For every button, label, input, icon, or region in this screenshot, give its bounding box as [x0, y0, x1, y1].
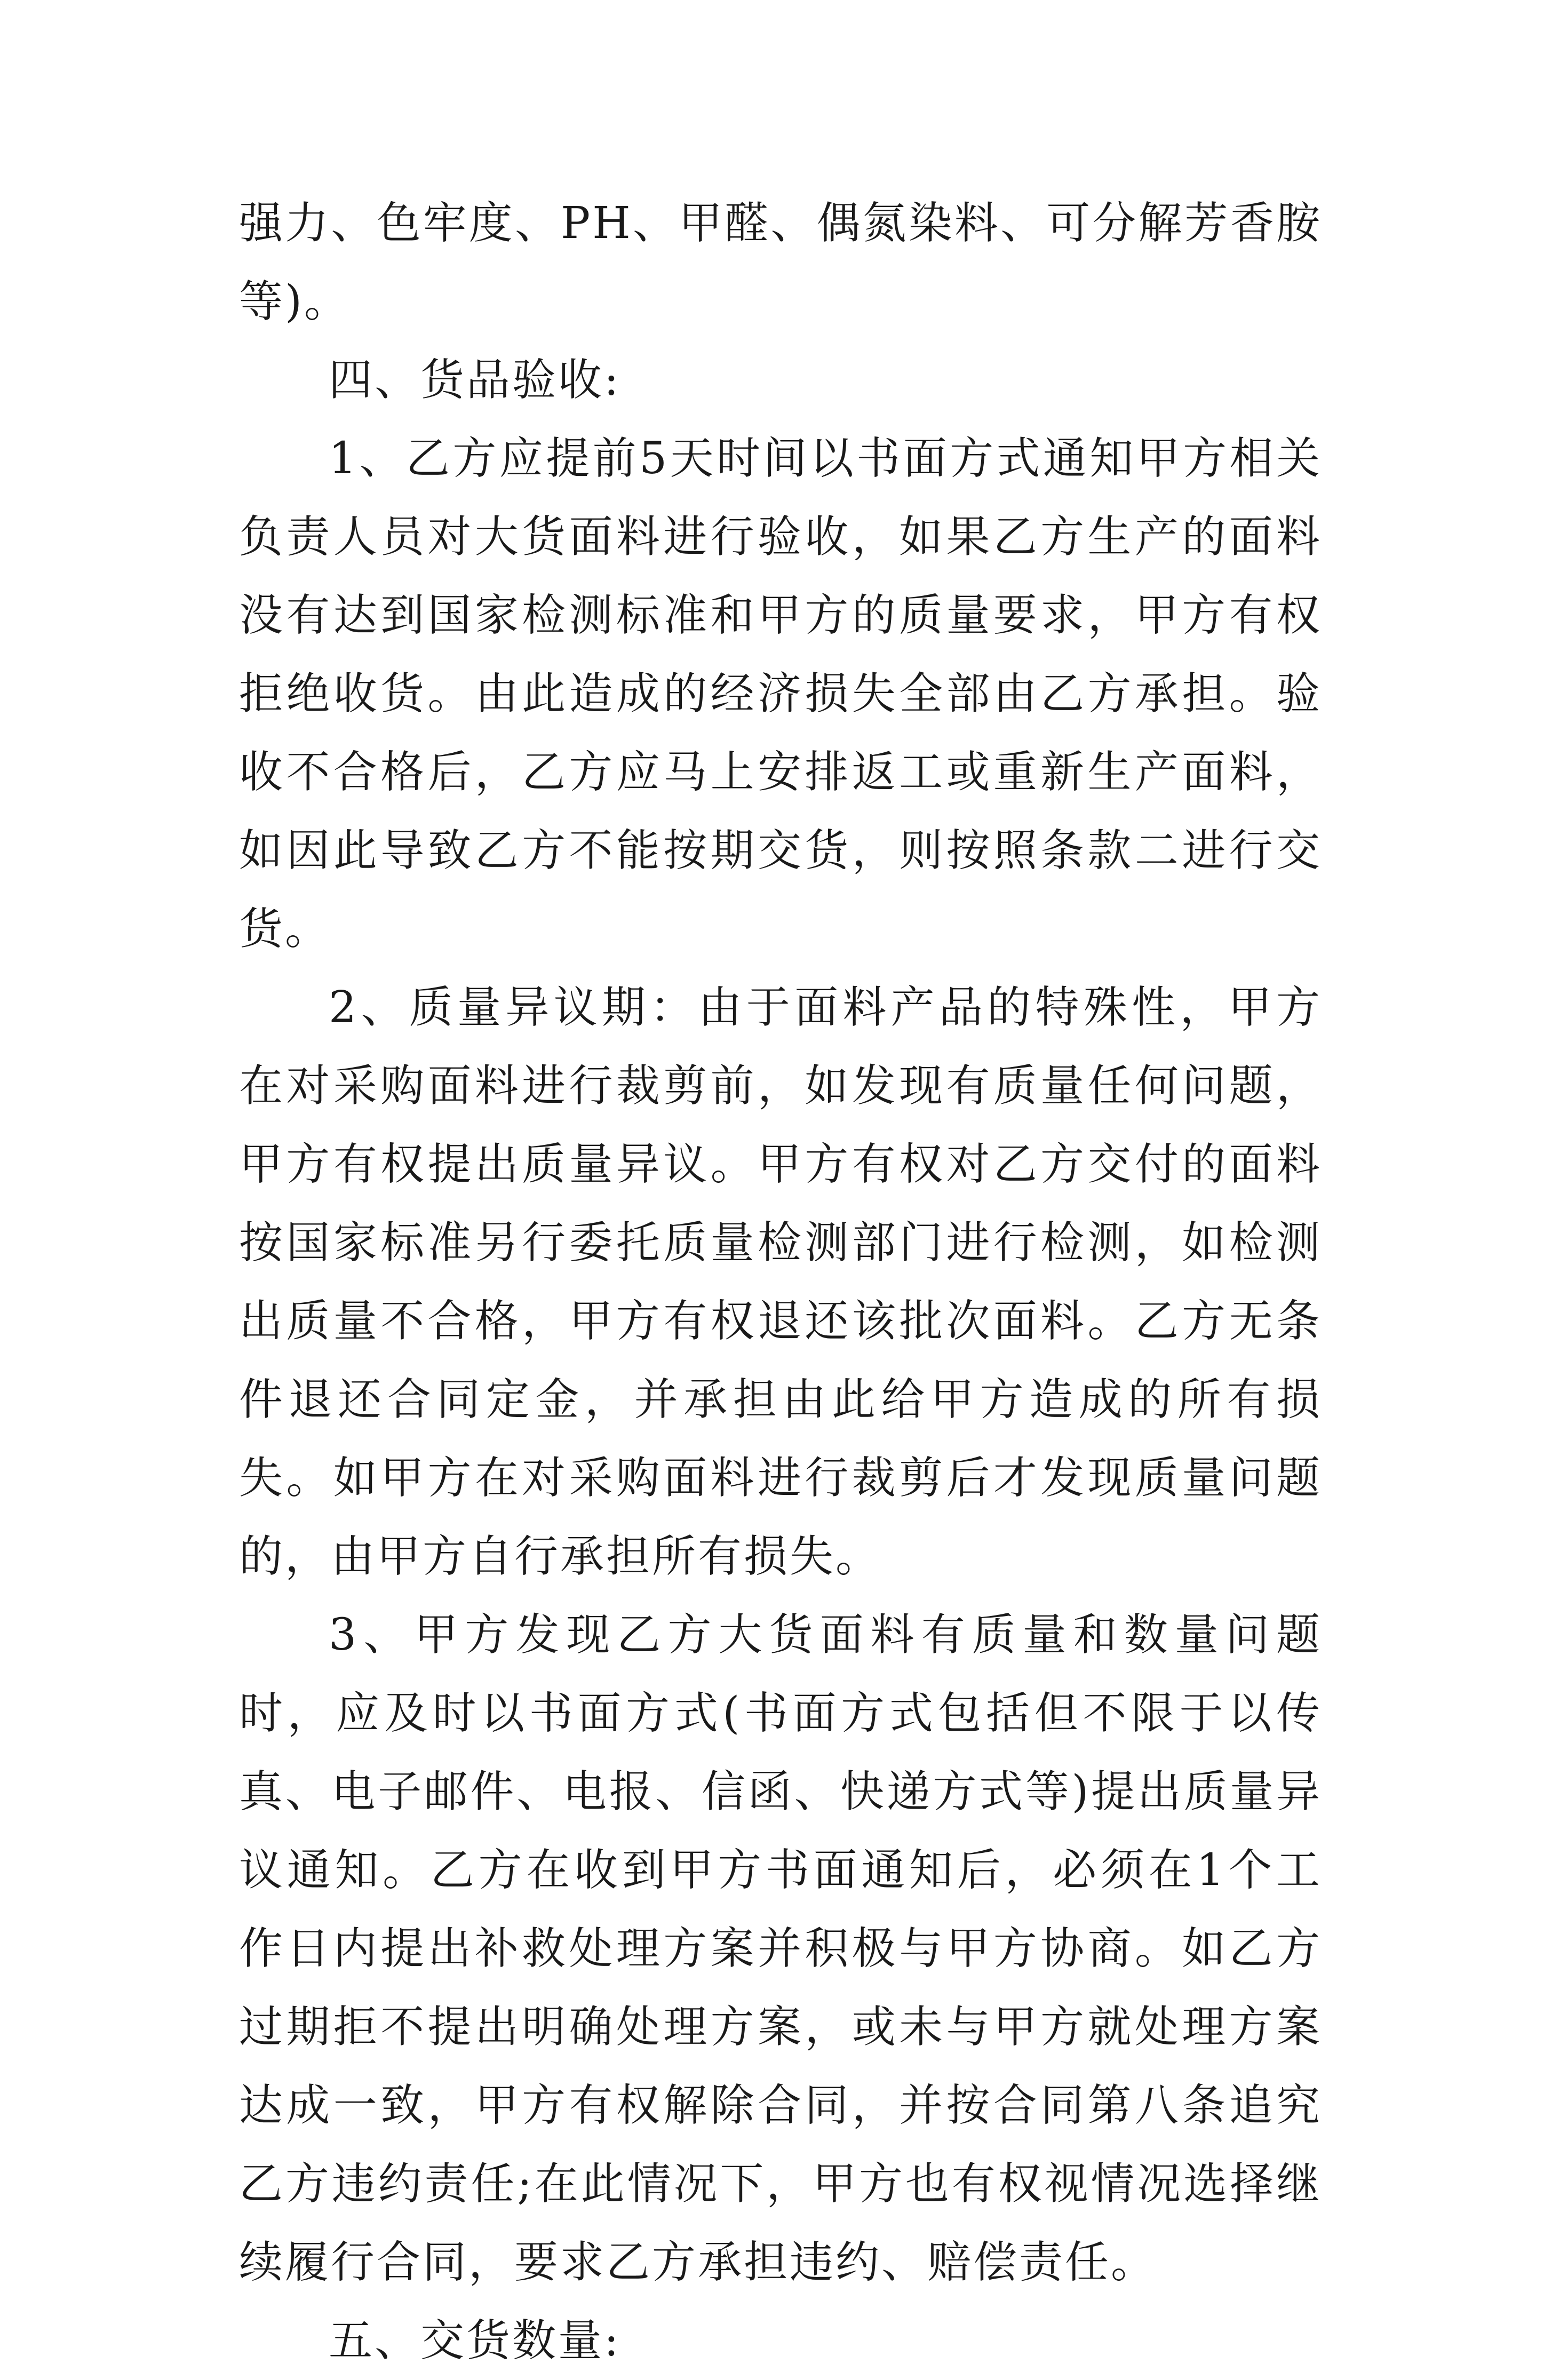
document-body [239, 184, 1322, 2380]
paragraph-clause-1: 1、乙方应提前5天时间以书面方式通知甲方相关负责人员对大货面料进行验收，如果乙方生产的面料没有达到国家检测标准和甲方的质量要求，甲方有权拒绝收货。由此造成的经济损失全部由乙方承担。验收不合格后，乙方应马上安排返工或重新生产面料，如因此导致乙方不能按期交货，则按照条款二进行交货。 [239, 433, 1322, 954]
section-heading-quantity: 五、交货数量: [329, 2315, 621, 2366]
paragraph-continuation: 强力、色牢度、PH、甲醛、偶氮染料、可分解芳香胺等)。 [239, 198, 1322, 327]
section-heading-acceptance: 四、货品验收: [329, 355, 621, 405]
paragraph-clause-2: 2、质量异议期：由于面料产品的特殊性，甲方在对采购面料进行裁剪前，如发现有质量任何问题，甲方有权提出质量异议。甲方有权对乙方交付的面料按国家标准另行委托质量检测部门进行检测，如检测出质量不合格，甲方有权退还该批次面料。乙方无条件退还合同定金，并承担由此给甲方造成的所有损失。如甲方在对采购面料进行裁剪后才发现质量问题的，由甲方自行承担所有损失。 [239, 982, 1322, 1582]
paragraph-clause-3: 3、甲方发现乙方大货面料有质量和数量问题时，应及时以书面方式(书面方式包括但不限于以传真、电子邮件、电报、信函、快递方式等)提出质量异议通知。乙方在收到甲方书面通知后，必须在1个工作日内提出补救处理方案并积极与甲方协商。如乙方过期拒不提出明确处理方案，或未与甲方就处理方案达成一致，甲方有权解除合同，并按合同第八条追究乙方违约责任;在此情况下，甲方也有权视情况选择继续履行合同，要求乙方承担违约、赔偿责任。 [239, 1610, 1322, 2288]
